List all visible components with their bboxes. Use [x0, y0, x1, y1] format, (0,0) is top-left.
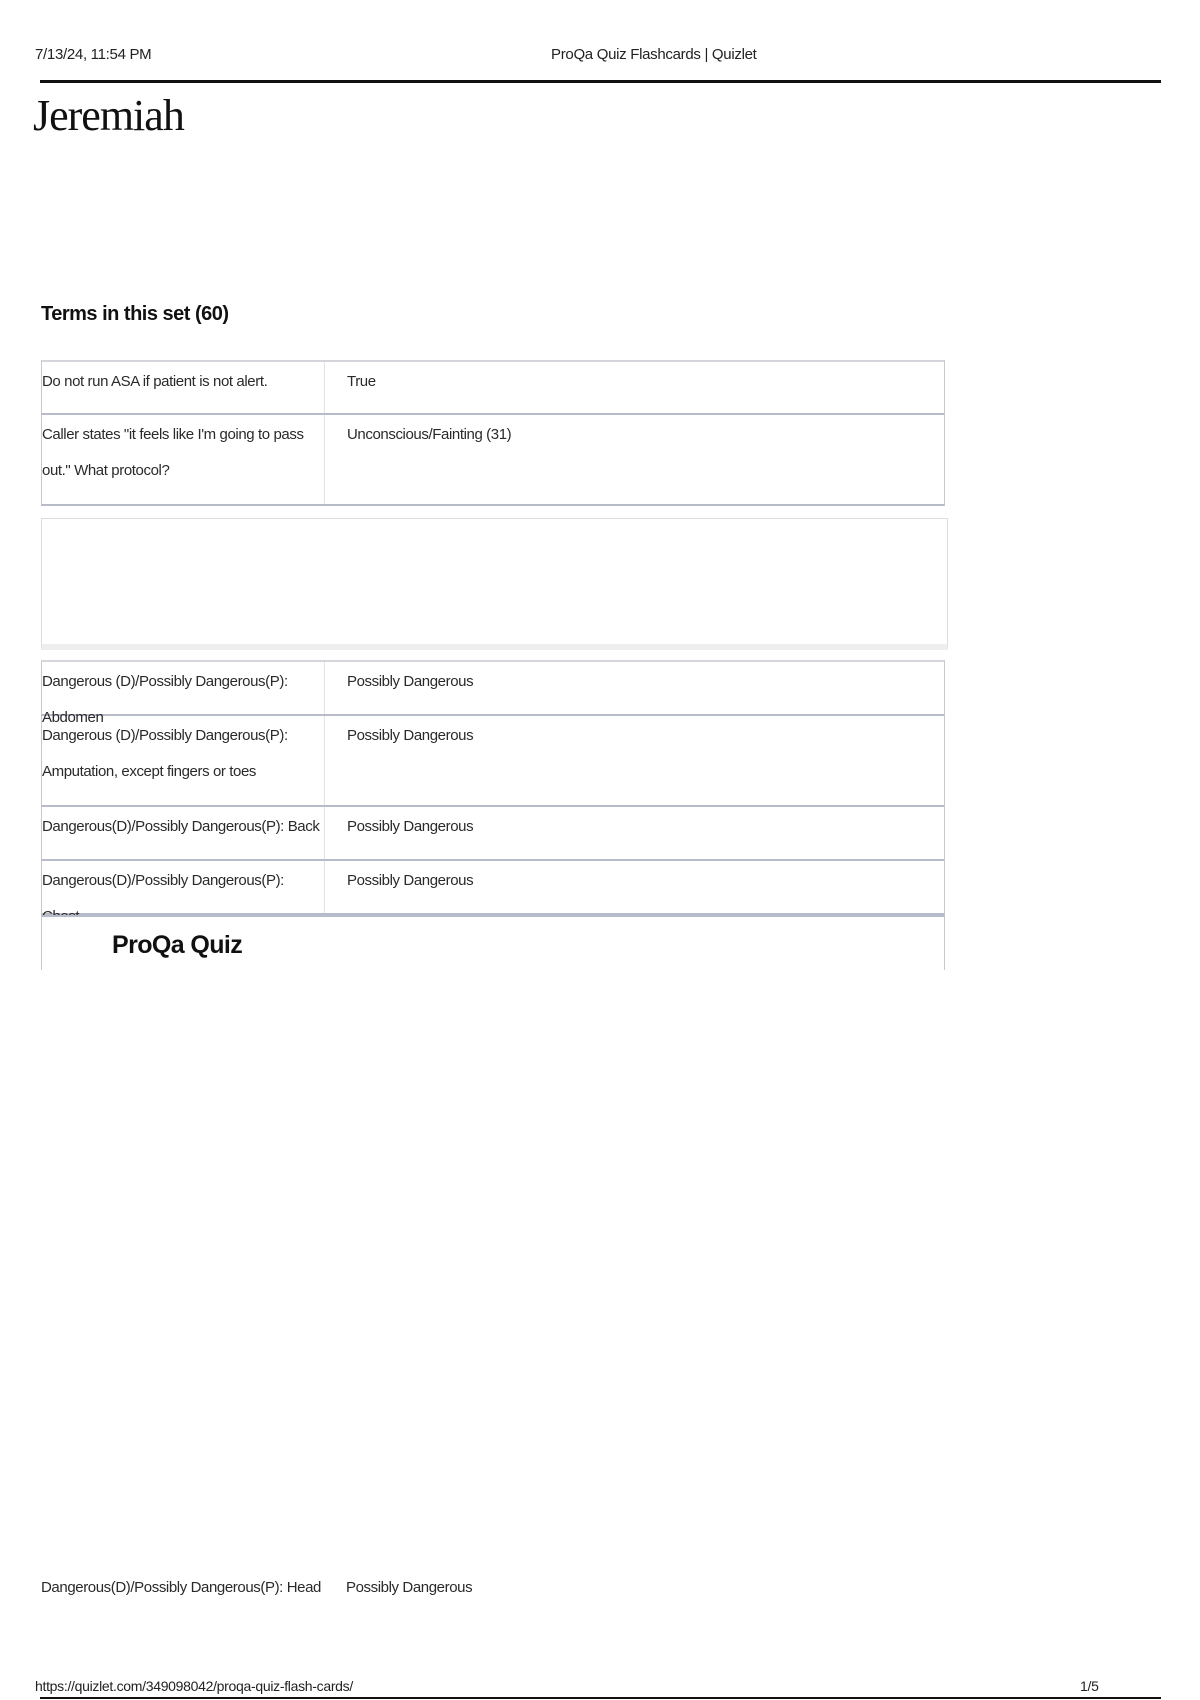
terms-heading: Terms in this set (60)	[41, 303, 229, 325]
terms-table	[41, 360, 945, 506]
term-text: Dangerous(D)/Possibly Dangerous(P): Back	[42, 807, 325, 859]
table-row[interactable]	[41, 660, 945, 726]
header-rule	[40, 80, 1161, 83]
definition-text: Possibly Dangerous	[347, 673, 474, 690]
term-text: Dangerous (D)/Possibly Dangerous(P): Abdomen	[42, 662, 325, 714]
author-name: Jeremiah	[33, 91, 184, 140]
definition-text: Possibly Dangerous	[346, 1579, 473, 1596]
ad-placeholder	[41, 518, 948, 650]
table-row[interactable]	[41, 1568, 945, 1608]
table-row[interactable]	[41, 861, 945, 915]
table-row[interactable]	[41, 716, 945, 807]
term-text: Caller states "it feels like I'm going to pass out." What protocol?	[42, 415, 325, 504]
term-text: Do not run ASA if patient is not alert.	[42, 362, 325, 413]
quiz-box-title: ProQa Quiz	[112, 931, 243, 959]
print-page-title: ProQa Quiz Flashcards | Quizlet	[551, 46, 757, 63]
definition-text: True	[347, 373, 376, 390]
definition-text: Possibly Dangerous	[347, 818, 474, 835]
table-row[interactable]	[41, 360, 945, 415]
definition-text: Possibly Dangerous	[347, 727, 474, 744]
table-row[interactable]	[41, 415, 945, 506]
terms-table-continued	[41, 660, 945, 915]
quiz-promo-box	[41, 915, 945, 970]
definition-text: Unconscious/Fainting (31)	[347, 426, 512, 443]
table-row[interactable]	[41, 807, 945, 861]
print-url: https://quizlet.com/349098042/proqa-quiz-flash-cards/	[35, 1678, 353, 1694]
footer-rule	[40, 1697, 1161, 1699]
term-text: Dangerous(D)/Possibly Dangerous(P):	[42, 861, 325, 913]
definition-text: Possibly Dangerous	[347, 872, 474, 889]
term-text: Dangerous (D)/Possibly Dangerous(P): Amputation, except fingers or toes	[42, 716, 325, 805]
print-page-number: 1/5	[1080, 1678, 1099, 1694]
term-text: Dangerous(D)/Possibly Dangerous(P): Head	[41, 1579, 321, 1596]
print-datetime: 7/13/24, 11:54 PM	[35, 46, 152, 63]
